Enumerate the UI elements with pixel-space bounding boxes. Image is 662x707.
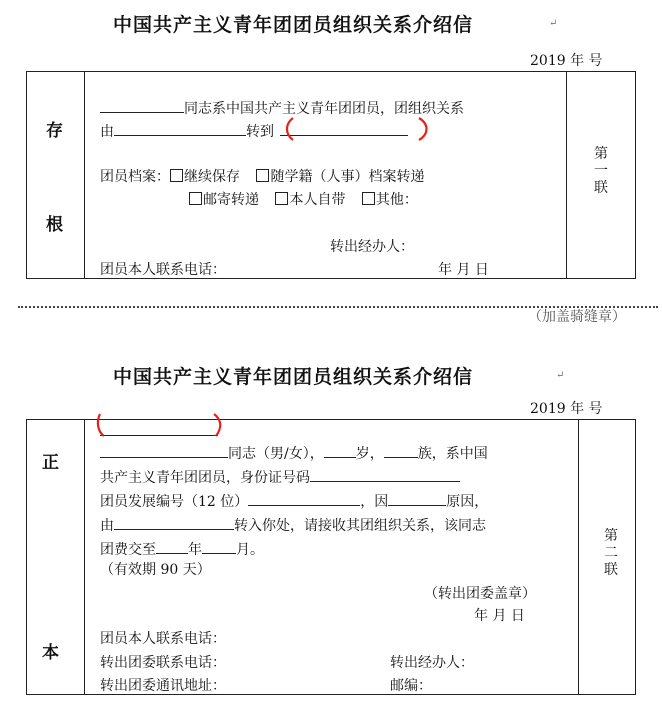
age-blank[interactable] (324, 443, 356, 458)
transfer-text: 转入你处，请接收其团组织关系，该同志 (234, 518, 486, 534)
stamp-text: （转出团委盖章） (424, 586, 536, 602)
main-line-2 (100, 467, 460, 487)
stub-left-divider (84, 71, 85, 279)
archive-label: 团员档案： (100, 169, 170, 185)
stub-title: 中国共产主义青年团团员组织关系介绍信 (113, 14, 474, 36)
id-number-text: 共产主义青年团团员，身份证号码 (100, 470, 310, 486)
ethnicity-blank[interactable] (384, 443, 418, 458)
main-handler: 转出经办人： (390, 655, 474, 671)
seam-note: （加盖骑缝章） (528, 309, 626, 325)
fee-year-label: 年 (188, 542, 202, 558)
stub-right-divider (566, 71, 567, 279)
archive-option-other: 其他： (375, 192, 418, 208)
stub-copy-label: 第一联 (594, 146, 608, 196)
main-right-divider (578, 419, 579, 695)
from-label: 由 (100, 124, 114, 140)
name-blank[interactable] (100, 443, 228, 458)
archive-option-transfer: 随学籍（人事）档案转递 (270, 169, 425, 185)
paragraph-mark: ↵ (556, 370, 565, 381)
reason-suffix: 原因， (446, 494, 489, 510)
stub-letter-number: 2019 年 号 (530, 53, 603, 69)
red-underline-annotation (94, 410, 226, 440)
main-copy-label: 第二联 (604, 528, 618, 578)
archive-option-self-carry: 本人自带 (289, 192, 346, 208)
name-blank[interactable] (100, 98, 184, 113)
main-line-3 (100, 491, 488, 511)
main-line-1 (100, 443, 488, 463)
stub-handler: 转出经办人： (330, 239, 414, 255)
member-code-text: 团员发展编号（12 位） (100, 494, 249, 510)
checkbox-self-carry[interactable] (275, 192, 288, 205)
id-number-blank[interactable] (310, 467, 460, 482)
checkbox-transfer-with-file[interactable] (256, 169, 269, 182)
stub-label-bottom: 根 (46, 215, 63, 235)
main-title: 中国共产主义青年团团员组织关系介绍信 (113, 366, 474, 388)
paragraph-mark: ↵ (549, 18, 558, 29)
from-blank[interactable] (114, 121, 246, 136)
main-label-bottom: 本 (42, 643, 59, 663)
reason-text: ，因 (360, 494, 389, 510)
fee-year-blank[interactable] (156, 539, 188, 554)
checkbox-mail[interactable] (189, 192, 202, 205)
main-date: 年 月 日 (474, 608, 525, 624)
checkbox-other[interactable] (362, 192, 375, 205)
stub-label-top: 存 (46, 121, 63, 141)
main-line-4 (100, 515, 486, 535)
main-line-5 (100, 539, 264, 559)
member-code-blank[interactable] (248, 491, 360, 506)
fee-month-blank[interactable] (202, 539, 236, 554)
main-label-top: 正 (42, 453, 59, 473)
fee-month-label: 月。 (236, 542, 264, 558)
from-label: 由 (100, 518, 114, 534)
checkbox-keep[interactable] (170, 169, 183, 182)
age-text: 岁， (355, 446, 384, 462)
red-bracket-annotation (283, 114, 433, 144)
main-left-divider (84, 419, 85, 695)
stub-archive-row-2 (189, 189, 418, 209)
stub-line1-text: 同志系中国共产主义青年团团员，团组织关系 (184, 101, 464, 117)
fee-text: 团费交至 (100, 542, 156, 558)
archive-option-mail: 邮寄转递 (203, 192, 259, 208)
stub-phone: 团员本人联系电话： (100, 262, 226, 278)
committee-address: 转出团委通讯地址： (100, 678, 226, 694)
stub-archive-row-1 (100, 166, 424, 186)
main-letter-number: 2019 年 号 (530, 401, 603, 417)
gender-text: 同志（男/女）， (228, 446, 324, 462)
archive-option-keep: 继续保存 (184, 169, 240, 185)
stub-date: 年 月 日 (438, 262, 489, 278)
reason-blank[interactable] (388, 491, 446, 506)
validity-text: （有效期 90 天） (100, 562, 211, 578)
zip-code: 邮编： (390, 678, 432, 694)
member-phone: 团员本人联系电话： (100, 631, 226, 647)
to-label: 转到 (246, 124, 274, 140)
ethnicity-text: 族，系中国 (417, 446, 488, 462)
from-blank[interactable] (114, 515, 234, 530)
committee-phone: 转出团委联系电话： (100, 655, 226, 671)
